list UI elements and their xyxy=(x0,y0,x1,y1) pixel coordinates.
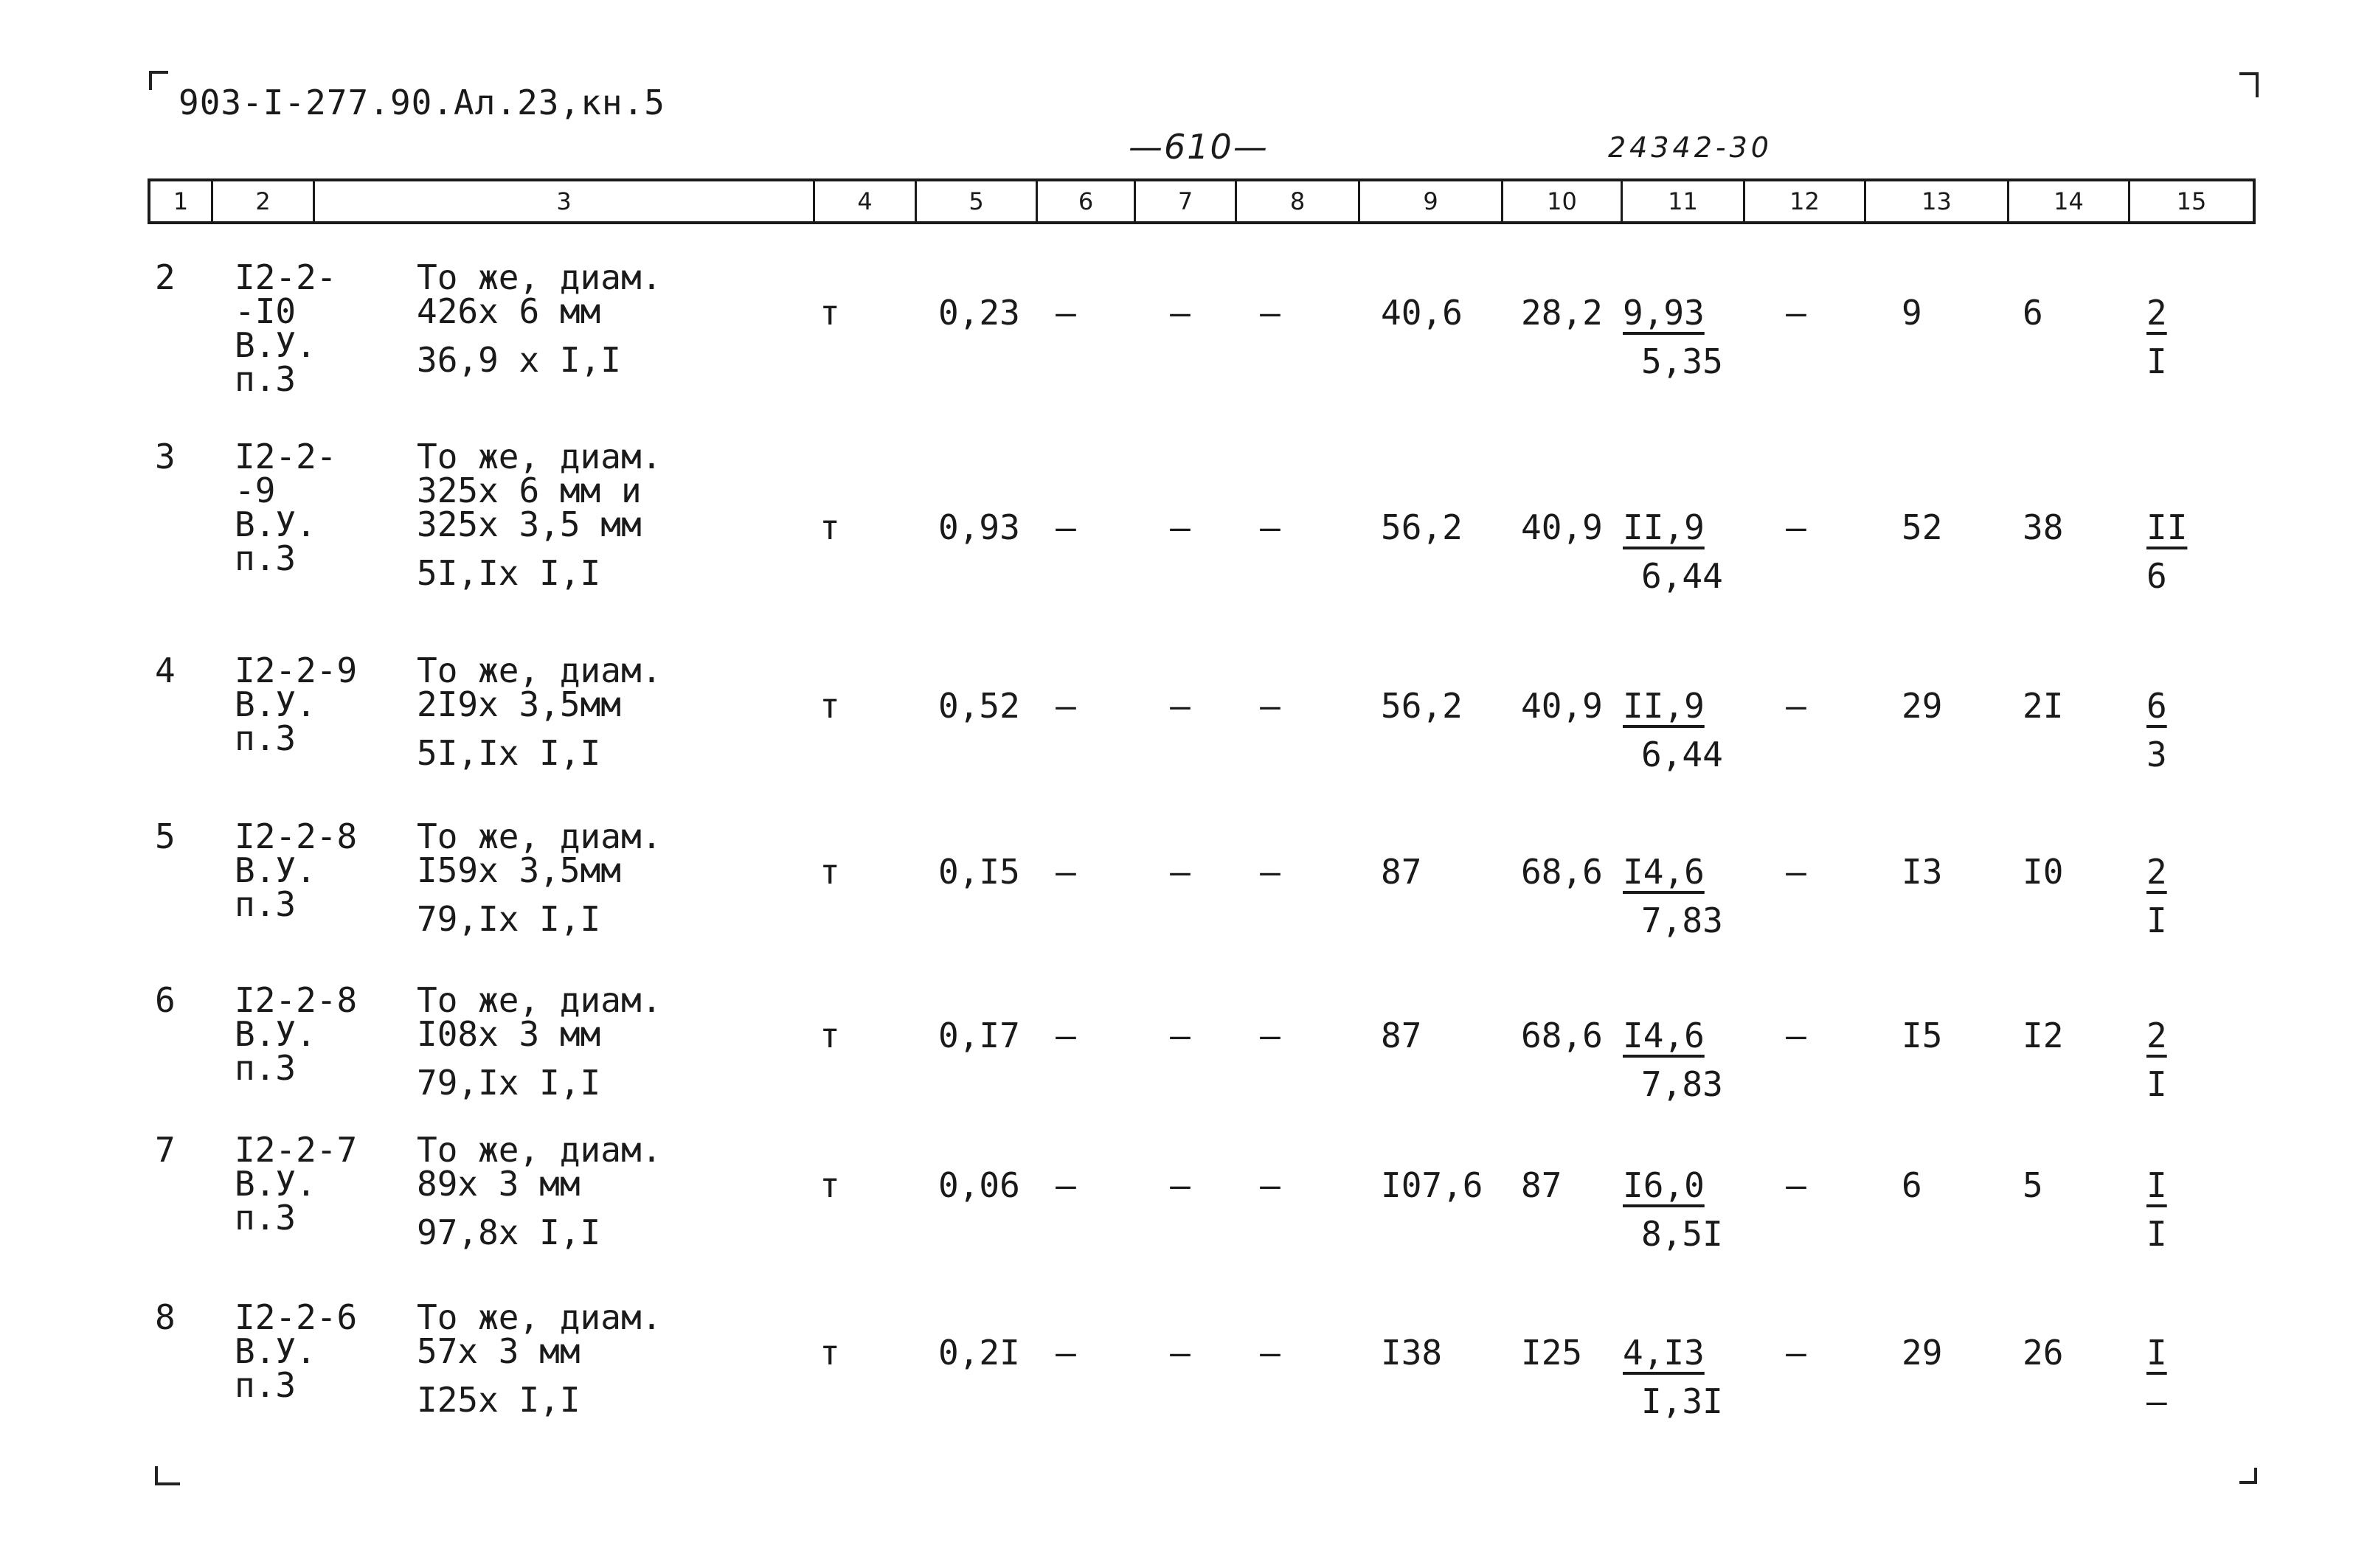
row-col-6: – xyxy=(1056,1333,1076,1373)
corner-mark-bottom-right xyxy=(2239,1468,2257,1484)
row-col-5: 0,06 xyxy=(938,1165,1020,1205)
header-col-7: 7 xyxy=(1136,181,1237,221)
row-code-line: п.3 xyxy=(235,1365,297,1405)
row-number: 5 xyxy=(155,816,176,856)
row-number: 3 xyxy=(155,437,176,476)
row-col-12: – xyxy=(1786,686,1806,726)
row-description-secondary: 5I,Iх I,I xyxy=(417,733,601,773)
row-unit: т xyxy=(819,1016,840,1055)
row-col-8: – xyxy=(1260,852,1281,892)
row-col-15-denominator: 3 xyxy=(2146,735,2167,774)
row-col-9: 56,2 xyxy=(1381,507,1463,547)
row-description-line: I08х 3 мм xyxy=(417,1014,601,1054)
row-code-line: В.У. xyxy=(235,1164,316,1204)
row-number: 7 xyxy=(155,1130,176,1170)
row-col-11-numerator: I6,0 xyxy=(1623,1165,1705,1205)
row-col-9: 87 xyxy=(1381,852,1422,892)
row-col-11-denominator: I,3I xyxy=(1641,1381,1723,1421)
row-col-9: 87 xyxy=(1381,1016,1422,1055)
document-code: 903-I-277.90.Ал.23,кн.5 xyxy=(179,83,665,122)
row-code-line: п.3 xyxy=(235,1048,297,1088)
row-col-15-denominator: I xyxy=(2146,1214,2167,1254)
row-col-13: 9 xyxy=(1902,293,1922,333)
row-col-10: 40,9 xyxy=(1521,507,1603,547)
row-code-line: В.У. xyxy=(235,325,316,365)
row-description-line: 89х 3 мм xyxy=(417,1164,581,1204)
row-col-7: – xyxy=(1170,293,1191,333)
row-col-6: – xyxy=(1056,1016,1076,1055)
row-col-7: – xyxy=(1170,852,1191,892)
row-col-14: 6 xyxy=(2023,293,2043,333)
row-col-6: – xyxy=(1056,293,1076,333)
row-col-11-denominator: 6,44 xyxy=(1641,556,1723,596)
row-col-5: 0,2I xyxy=(938,1333,1020,1373)
row-col-11-numerator: 9,93 xyxy=(1623,293,1705,333)
row-col-8: – xyxy=(1260,686,1281,726)
row-col-10: 40,9 xyxy=(1521,686,1603,726)
corner-mark-top-left xyxy=(149,71,168,90)
row-description-secondary: 97,8х I,I xyxy=(417,1213,601,1252)
row-col-12: – xyxy=(1786,852,1806,892)
row-code-line: п.3 xyxy=(235,718,297,758)
row-col-15-numerator: I xyxy=(2146,1165,2167,1205)
row-col-10: 68,6 xyxy=(1521,852,1603,892)
row-col-14: 38 xyxy=(2023,507,2064,547)
row-col-11-denominator: 6,44 xyxy=(1641,735,1723,774)
row-code-line: -I0 xyxy=(235,291,297,331)
row-description-line: То же, диам. xyxy=(417,1130,662,1170)
row-unit: т xyxy=(819,852,840,892)
row-col-15-denominator: I xyxy=(2146,341,2167,381)
row-description-line: То же, диам. xyxy=(417,437,662,476)
header-col-11: 11 xyxy=(1623,181,1745,221)
header-col-5: 5 xyxy=(917,181,1038,221)
row-col-14: I2 xyxy=(2023,1016,2064,1055)
row-code-line: В.У. xyxy=(235,1014,316,1054)
row-description-line: То же, диам. xyxy=(417,651,662,690)
header-col-12: 12 xyxy=(1745,181,1866,221)
row-unit: т xyxy=(819,1165,840,1205)
row-description-line: То же, диам. xyxy=(417,257,662,297)
row-col-12: – xyxy=(1786,1016,1806,1055)
row-description-line: 325х 6 мм и xyxy=(417,471,642,510)
row-col-13: 6 xyxy=(1902,1165,1922,1205)
row-code-line: п.3 xyxy=(235,538,297,578)
row-code-line: I2-2-8 xyxy=(235,816,358,856)
row-description-secondary: I25х I,I xyxy=(417,1380,581,1420)
row-col-15-numerator: 2 xyxy=(2146,293,2167,333)
row-description-line: То же, диам. xyxy=(417,1297,662,1337)
row-col-12: – xyxy=(1786,1165,1806,1205)
row-col-9: I07,6 xyxy=(1381,1165,1483,1205)
row-description-line: То же, диам. xyxy=(417,816,662,856)
row-col-13: I3 xyxy=(1902,852,1943,892)
row-number: 6 xyxy=(155,980,176,1020)
row-code-line: В.У. xyxy=(235,684,316,724)
row-description-secondary: 36,9 х I,I xyxy=(417,340,621,380)
row-unit: т xyxy=(819,507,840,547)
header-col-6: 6 xyxy=(1038,181,1136,221)
row-col-10: 87 xyxy=(1521,1165,1562,1205)
row-description-line: То же, диам. xyxy=(417,980,662,1020)
row-col-10: 68,6 xyxy=(1521,1016,1603,1055)
row-code-line: I2-2- xyxy=(235,257,337,297)
header-col-10: 10 xyxy=(1503,181,1623,221)
row-col-5: 0,23 xyxy=(938,293,1020,333)
row-col-14: 2I xyxy=(2023,686,2064,726)
row-code-line: I2-2- xyxy=(235,437,337,476)
row-col-10: I25 xyxy=(1521,1333,1583,1373)
table-header xyxy=(148,178,2256,224)
row-code-line: В.У. xyxy=(235,1331,316,1371)
row-code-line: I2-2-6 xyxy=(235,1297,358,1337)
row-col-15-numerator: 2 xyxy=(2146,852,2167,892)
row-description-secondary: 79,Iх I,I xyxy=(417,899,601,939)
row-col-5: 0,93 xyxy=(938,507,1020,547)
page-number: — 610 — xyxy=(1129,127,1269,167)
row-col-9: 40,6 xyxy=(1381,293,1463,333)
row-col-11-denominator: 5,35 xyxy=(1641,341,1723,381)
header-col-4: 4 xyxy=(815,181,917,221)
row-col-6: – xyxy=(1056,852,1076,892)
row-col-9: 56,2 xyxy=(1381,686,1463,726)
row-col-11-numerator: 4,I3 xyxy=(1623,1333,1705,1373)
row-col-15-denominator: 6 xyxy=(2146,556,2167,596)
row-col-5: 0,I7 xyxy=(938,1016,1020,1055)
row-col-11-denominator: 8,5I xyxy=(1641,1214,1723,1254)
reference-number: 24342-30 xyxy=(1608,131,1772,164)
row-col-5: 0,I5 xyxy=(938,852,1020,892)
row-col-11-denominator: 7,83 xyxy=(1641,1064,1723,1104)
row-description-secondary: 5I,Iх I,I xyxy=(417,553,601,593)
row-code-line: В.У. xyxy=(235,850,316,890)
row-col-11-numerator: II,9 xyxy=(1623,507,1705,547)
row-col-13: 52 xyxy=(1902,507,1943,547)
row-col-15-numerator: II xyxy=(2146,507,2188,547)
row-unit: т xyxy=(819,1333,840,1373)
row-description-line: 325х 3,5 мм xyxy=(417,504,642,544)
row-col-9: I38 xyxy=(1381,1333,1443,1373)
row-col-13: 29 xyxy=(1902,1333,1943,1373)
row-col-11-numerator: I4,6 xyxy=(1623,1016,1705,1055)
row-col-15-numerator: I xyxy=(2146,1333,2167,1373)
row-col-7: — xyxy=(1170,686,1191,726)
row-code-line: -9 xyxy=(235,471,276,510)
row-code-line: I2-2-8 xyxy=(235,980,358,1020)
row-code-line: п.3 xyxy=(235,884,297,924)
row-col-15-numerator: 2 xyxy=(2146,1016,2167,1055)
row-col-13: 29 xyxy=(1902,686,1943,726)
header-col-8: 8 xyxy=(1237,181,1360,221)
header-col-3: 3 xyxy=(315,181,815,221)
row-code-line: I2-2-7 xyxy=(235,1130,358,1170)
row-col-13: I5 xyxy=(1902,1016,1943,1055)
row-col-15-denominator: I xyxy=(2146,901,2167,940)
row-description-secondary: 79,Iх I,I xyxy=(417,1063,601,1103)
row-description-line: 57х 3 мм xyxy=(417,1331,581,1371)
row-col-12: – xyxy=(1786,507,1806,547)
row-col-15-denominator: I xyxy=(2146,1064,2167,1104)
corner-mark-top-right xyxy=(2239,72,2259,97)
row-code-line: В.У. xyxy=(235,504,316,544)
row-col-8: – xyxy=(1260,1333,1281,1373)
row-col-7: – xyxy=(1170,1165,1191,1205)
header-col-1: 1 xyxy=(150,181,213,221)
header-col-9: 9 xyxy=(1360,181,1503,221)
corner-mark-bottom-left xyxy=(155,1466,180,1485)
row-col-8: – xyxy=(1260,507,1281,547)
row-number: 4 xyxy=(155,651,176,690)
row-col-11-denominator: 7,83 xyxy=(1641,901,1723,940)
header-col-2: 2 xyxy=(213,181,315,221)
row-col-11-numerator: II,9 xyxy=(1623,686,1705,726)
row-col-14: I0 xyxy=(2023,852,2064,892)
row-col-6: – xyxy=(1056,507,1076,547)
row-code-line: I2-2-9 xyxy=(235,651,358,690)
row-col-7: – xyxy=(1170,507,1191,547)
row-col-6: – xyxy=(1056,1165,1076,1205)
row-col-10: 28,2 xyxy=(1521,293,1603,333)
row-col-15-denominator: – xyxy=(2146,1381,2167,1421)
row-col-7: – xyxy=(1170,1016,1191,1055)
row-col-8: – xyxy=(1260,1165,1281,1205)
row-col-14: 5 xyxy=(2023,1165,2043,1205)
row-col-8: – xyxy=(1260,293,1281,333)
row-col-12: – xyxy=(1786,293,1806,333)
row-unit: т xyxy=(819,293,840,333)
header-col-15: 15 xyxy=(2176,187,2207,215)
header-col-13: 13 xyxy=(1866,181,2009,221)
row-col-7: – xyxy=(1170,1333,1191,1373)
row-description-line: 426х 6 мм xyxy=(417,291,601,331)
row-col-6: – xyxy=(1056,686,1076,726)
row-code-line: п.3 xyxy=(235,359,297,399)
row-description-line: I59х 3,5мм xyxy=(417,850,621,890)
row-col-11-numerator: I4,6 xyxy=(1623,852,1705,892)
row-number: 2 xyxy=(155,257,176,297)
row-unit: т xyxy=(819,686,840,726)
row-code-line: п.3 xyxy=(235,1198,297,1238)
row-col-8: – xyxy=(1260,1016,1281,1055)
row-col-5: 0,52 xyxy=(938,686,1020,726)
row-col-12: – xyxy=(1786,1333,1806,1373)
row-number: 8 xyxy=(155,1297,176,1337)
row-description-line: 2I9х 3,5мм xyxy=(417,684,621,724)
row-col-15-numerator: 6 xyxy=(2146,686,2167,726)
header-col-14: 14 xyxy=(2009,181,2130,221)
row-col-14: 26 xyxy=(2023,1333,2064,1373)
